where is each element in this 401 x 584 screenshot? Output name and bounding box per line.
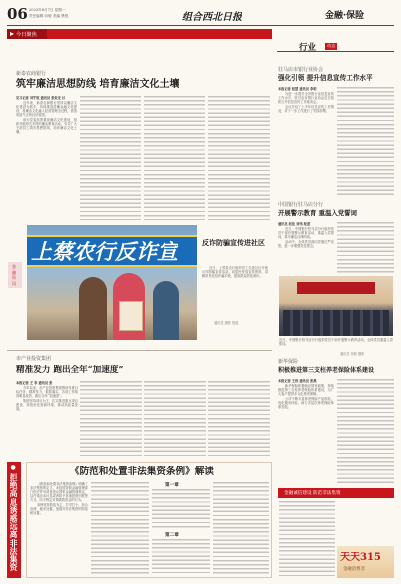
photo-banner	[297, 282, 375, 294]
industry-item2-byline: 通讯员 赵佳 刘伟 报道	[278, 222, 311, 226]
industry-item2-column	[337, 222, 394, 274]
story2-paragraph: 集团坚持项目为王，扎实推进重点项目建设，持续优化营商环境，推动高质量发展。	[16, 398, 78, 411]
regulation-part2-title: 第二章	[165, 533, 179, 538]
story2-column	[208, 381, 270, 457]
story2-body	[16, 381, 78, 457]
photo-caption-text: 近日，上蔡县农行组织员工走进社区开展反诈防骗宣传活动，向居民发放宣传资料，讲解常见电信诈骗手段，提高群众防范意识。	[202, 266, 268, 279]
bottom-ad-strip	[278, 488, 394, 498]
story1-kicker: 新泰农商银行	[16, 71, 47, 77]
regulation-part1-title: 第一章	[165, 483, 179, 488]
regulation-column	[152, 539, 210, 574]
bottom-ad-brand: 天天315	[340, 552, 381, 563]
sidebar-banner-text: 金融资讯	[12, 264, 16, 286]
story1-column	[80, 96, 141, 220]
sidebar-banner	[8, 262, 22, 288]
story2-byline: 本报记者 王 李 通讯员 张	[16, 381, 53, 385]
vertical-banner-bullet: ●	[10, 464, 16, 471]
industry-item1-paragraph: 为进一步提升全市银行业信息宣传工作水平，驻马店市银行业协会近日组织召开信息宣传工作座谈会。	[278, 91, 334, 104]
story1-headline: 筑牢廉洁思想防线 培育廉洁文化土壤	[16, 79, 180, 90]
industry-item3-paragraph: 公司不断丰富养老保险产品供给，优化服务体验，助力多层次养老保险体系发展。	[278, 396, 334, 409]
story1-column	[144, 96, 205, 220]
industry-item1-headline: 强化引领 提升信息宣传工作水平	[278, 74, 373, 82]
industry-item1-paragraph: 会议总结了上半年信息宣传工作情况，对下一步工作进行了安排部署。	[278, 104, 334, 113]
photo-credit: 通讯员 摄影 报道	[214, 321, 239, 325]
industry-header-label: 行业	[299, 43, 317, 53]
story2-paragraph: 今年以来，市产业投资集团围绕年度目标任务，精准发力，狠抓落实，各项工作取得明显成效，跑出全年“加速度”。	[16, 385, 78, 398]
industry-item1-byline: 本报记者 赵慧 通讯员 李明	[278, 87, 317, 91]
industry-item2-credit: 通讯员 刘莉 摄影	[340, 352, 365, 356]
bottom-ad-sub: 金融消费者	[343, 567, 365, 572]
story2-headline: 精准发力 跑出全年“加速度”	[16, 365, 124, 375]
regulation-body	[30, 482, 88, 574]
focus-bar-tab	[7, 29, 47, 39]
header-rule	[7, 25, 394, 26]
industry-item3-headline: 积极推进第三支柱养老保险体系建设	[278, 367, 375, 374]
industry-item2-kicker: 中国银行驻马店分行	[278, 202, 324, 208]
photo-person-right	[153, 281, 179, 340]
industry-item1-body	[278, 87, 334, 197]
story1-paragraph: 该行党委高度重视廉洁文化建设，组织开展形式多样的廉洁教育活动，引导广大干部员工筑牢思想防线，培育廉洁文化土壤。	[16, 117, 77, 134]
industry-item2-paragraph: 近日，中国银行驻马店分行组织党员干部开展警示教育活动，重温入党誓词，筑牢廉洁自律防线。	[278, 226, 334, 239]
vertical-banner	[7, 462, 21, 578]
industry-item2-headline: 开展警示教育 重温入党誓词	[278, 209, 357, 217]
industry-item2-paragraph: 活动中，全体党员面向党旗庄严宣誓，进一步增强党性观念。	[278, 239, 334, 248]
industry-item2-caption-text: 近日，中国银行驻马店分行组织党员干部开展警示教育活动，全体党员重温入党誓词。	[279, 338, 393, 347]
industry-item3-kicker: 新华保险	[278, 359, 299, 365]
masthead: 组合西北日报	[182, 12, 242, 23]
industry-item1-kicker: 驻马店市银行业协会	[278, 67, 324, 73]
photo-sign-board	[27, 235, 197, 267]
section-title: 金融·保险	[325, 11, 365, 21]
focus-bar	[7, 29, 272, 39]
bottom-ad-strip-text: 金融诚信建设 防范非法集资	[284, 491, 341, 496]
photo-sign-text: 上蔡农行反诈宣	[31, 240, 178, 264]
photo-caption-title: 反诈防骗宣传进社区	[202, 238, 265, 247]
vertical-banner-text: 拒绝高息诱惑 远离非法集资	[9, 473, 18, 572]
story1-byline: 见习记者 刘宇恒 通讯员 张炎龙 吕	[16, 96, 66, 100]
story2-column	[80, 381, 142, 457]
industry-header	[277, 40, 394, 52]
industry-item3-paragraph: 新华保险积极响应国家政策，持续推进第三支柱养老保险体系建设，为广大客户提供多元化养老保障。	[278, 383, 334, 396]
regulation-paragraph: 《防范和处置非法集资条例》明确了非法集资的定义，未经国务院金融管理部门依法许可或者违反国家金融管理规定，以许诺还本付息或者给予其他投资回报等方式，向不特定对象吸收资金的行为。	[30, 482, 88, 503]
industry-header-badge: 动态	[327, 43, 336, 48]
editor-line: 责任编辑 向敏 美编 樊悦	[29, 14, 69, 18]
play-icon	[10, 32, 14, 36]
focus-bar-label: 今日聚焦	[16, 31, 37, 38]
photo-caption-body	[202, 266, 268, 314]
photo-leaflet	[119, 301, 143, 331]
industry-item3-body	[278, 379, 334, 483]
regulation-paragraph: 条例坚持防范为主、打早打小，综合治理、稳妥处置，加强对非法集资的防范和处置。	[30, 503, 88, 516]
story1-paragraph: 近年来，新泰农商银行坚持以廉洁文化建设为抓手，持续推进清廉金融文化建设，将廉洁文化融入经营管理全过程，营造风清气正的良好氛围。	[16, 100, 77, 117]
photo-person-left	[79, 277, 107, 340]
industry-item3-column	[337, 379, 394, 483]
divider	[7, 350, 272, 351]
story2-column	[144, 381, 206, 457]
bottom-ad-logo	[337, 546, 394, 578]
story1-column	[208, 96, 270, 220]
story1-body	[16, 96, 77, 220]
feature-photo	[27, 225, 197, 340]
photo-crowd	[283, 310, 389, 336]
industry-item2-photo	[279, 276, 393, 336]
regulation-column	[91, 482, 149, 574]
bottom-ad-text	[279, 501, 335, 577]
regulation-headline: 《防范和处置非法集资条例》解读	[70, 466, 214, 477]
regulation-column	[152, 489, 210, 529]
industry-item2-caption	[279, 338, 393, 350]
page-number: 06	[7, 6, 28, 23]
industry-item1-column	[337, 87, 394, 197]
industry-item2-body	[278, 222, 334, 274]
industry-item3-byline: 本报记者 王伟 通讯员 张燕	[278, 379, 317, 383]
story2-kicker: 市产业投资集团	[16, 356, 52, 362]
dateline: 2023年8月7日 星期一	[29, 8, 66, 12]
regulation-column	[213, 482, 269, 574]
